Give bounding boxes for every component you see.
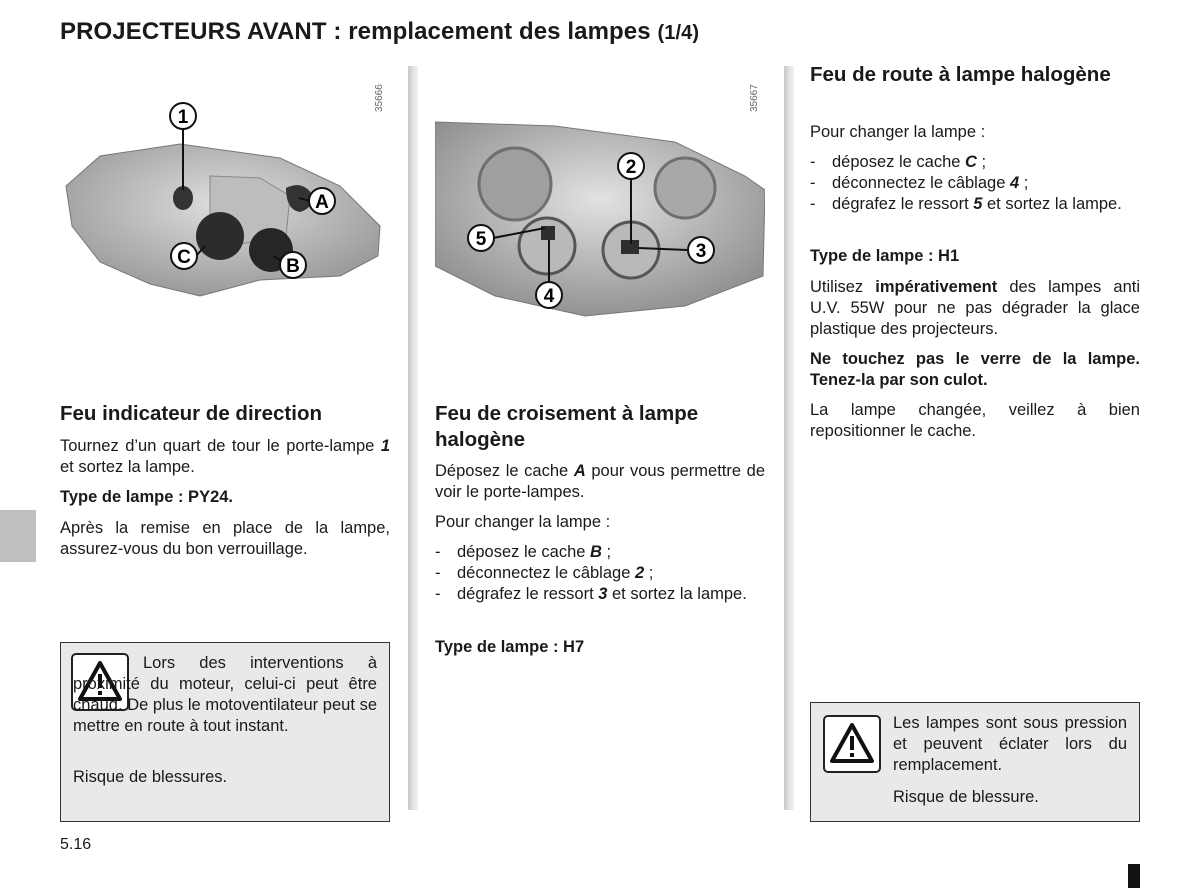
low-beam-ref-A: A — [573, 462, 586, 480]
callout-3 — [688, 237, 714, 263]
step-ref: 2 — [634, 564, 645, 582]
callout-A — [309, 188, 335, 214]
step-text-end: ; — [601, 543, 612, 561]
low-beam-steps — [435, 542, 765, 605]
turn-signal-instruction-pre: Tournez d’un quart de tour le porte-lampe — [60, 437, 381, 455]
page-title — [60, 18, 699, 46]
page-title-main: PROJECTEURS AVANT : remplacement des lampes — [60, 18, 651, 45]
page-title-part: (1/4) — [657, 22, 700, 44]
heading-low-beam: Feu de croisement à lampe halogène — [435, 402, 699, 451]
warning-pressure-risk: Risque de blessure. — [893, 788, 1039, 806]
low-beam-intro — [435, 461, 765, 503]
turn-signal-instruction — [60, 436, 390, 478]
column-separator-right — [784, 66, 794, 810]
high-beam-step — [810, 173, 1140, 194]
uv-note-emphasis: impérativement — [875, 278, 998, 296]
figure-number-left: 35666 — [374, 84, 385, 112]
step-ref: B — [590, 543, 602, 561]
uv-note-post: des lampes anti U.V. 55W pour ne pas dégrader la glace plastique des projecteurs. — [810, 278, 1140, 338]
low-beam-step — [435, 563, 765, 584]
low-beam-intro-pre: Déposez le cache — [435, 462, 574, 480]
warning-engine-text: Lors des interventions à proximité du moteur, celui-ci peut être chaud. De plus le motoventilateur peut se mettre en route à tout instant. — [73, 654, 377, 735]
high-beam-uv-note — [810, 277, 1140, 340]
high-beam-steps — [810, 152, 1140, 215]
callout-2 — [618, 153, 644, 179]
step-text: déposez le cache — [832, 153, 966, 171]
warning-pressure-text: Les lampes sont sous pression et peuvent éclater lors du remplacement. — [893, 714, 1127, 774]
uv-note-pre: Utilisez — [810, 278, 876, 296]
callout-B-label: B — [286, 256, 300, 277]
high-beam-reposition-note: La lampe changée, veillez à bien repositionner le cache. — [810, 401, 1140, 440]
heading-turn-signal: Feu indicateur de direction — [60, 402, 322, 425]
step-text-end: ; — [1019, 174, 1029, 192]
warning-box-engine — [60, 642, 390, 822]
high-beam-step — [810, 194, 1140, 215]
headlamp-right-illustration — [435, 66, 765, 336]
warning-box-pressure — [810, 702, 1140, 822]
step-text: déconnectez le câblage — [832, 174, 1010, 192]
callout-1-label: 1 — [177, 107, 189, 128]
step-ref: 4 — [1009, 174, 1020, 192]
step-text-end: ; — [644, 564, 654, 582]
low-beam-bulb-type: Type de lampe : H7 — [435, 638, 585, 656]
page-edge-marker — [1128, 864, 1140, 888]
step-text-end: et sortez la lampe. — [607, 585, 747, 603]
heading-high-beam: Feu de route à lampe halogène — [810, 63, 1111, 86]
low-beam-step — [435, 542, 765, 563]
chapter-tab — [0, 510, 36, 562]
headlamp-rear-figure-right — [435, 66, 765, 336]
callout-1 — [170, 103, 196, 129]
turn-signal-ref: 1 — [380, 437, 390, 455]
low-beam-step — [435, 584, 765, 605]
column-separator-left — [408, 66, 418, 810]
callout-C — [171, 243, 197, 269]
high-beam-step-intro: Pour changer la lampe : — [810, 123, 986, 141]
high-beam-glass-warning: Ne touchez pas le verre de la lampe. Tenez-la par son culot. — [810, 350, 1140, 389]
warning-triangle-icon — [823, 715, 881, 773]
callout-B — [280, 252, 306, 278]
step-text-end: et sortez la lampe. — [982, 195, 1122, 213]
high-beam-bulb-type: Type de lampe : H1 — [810, 247, 960, 265]
headlamp-left-illustration — [60, 66, 390, 336]
high-beam-step — [810, 152, 1140, 173]
callout-2-label: 2 — [625, 157, 637, 178]
step-ref: 5 — [973, 195, 983, 213]
low-beam-step-intro: Pour changer la lampe : — [435, 513, 611, 531]
page-number: 5.16 — [60, 836, 92, 853]
figure-number-right: 35667 — [749, 84, 760, 112]
turn-signal-bulb-type: Type de lampe : PY24. — [60, 488, 234, 506]
callout-5-label: 5 — [475, 229, 487, 250]
warning-engine-risk: Risque de blessures. — [73, 768, 228, 786]
callout-4 — [536, 282, 562, 308]
low-beam-intro-post: pour vous permettre de voir le porte-lampes. — [435, 462, 765, 501]
step-text: déposez le cache — [457, 543, 591, 561]
callout-C-label: C — [177, 247, 191, 268]
step-text-end: ; — [976, 153, 987, 171]
step-ref: C — [965, 153, 977, 171]
step-text: déconnectez le câblage — [457, 564, 635, 582]
turn-signal-instruction-post: et sortez la lampe. — [60, 458, 195, 476]
headlamp-rear-figure-left — [60, 66, 390, 336]
callout-4-label: 4 — [543, 286, 555, 307]
step-text: dégrafez le ressort — [457, 585, 599, 603]
step-text: dégrafez le ressort — [832, 195, 974, 213]
callout-3-label: 3 — [695, 241, 707, 262]
turn-signal-lock-note: Après la remise en place de la lampe, assurez-vous du bon verrouillage. — [60, 519, 390, 558]
callout-A-label: A — [315, 192, 329, 213]
step-ref: 3 — [598, 585, 608, 603]
callout-5 — [468, 225, 494, 251]
